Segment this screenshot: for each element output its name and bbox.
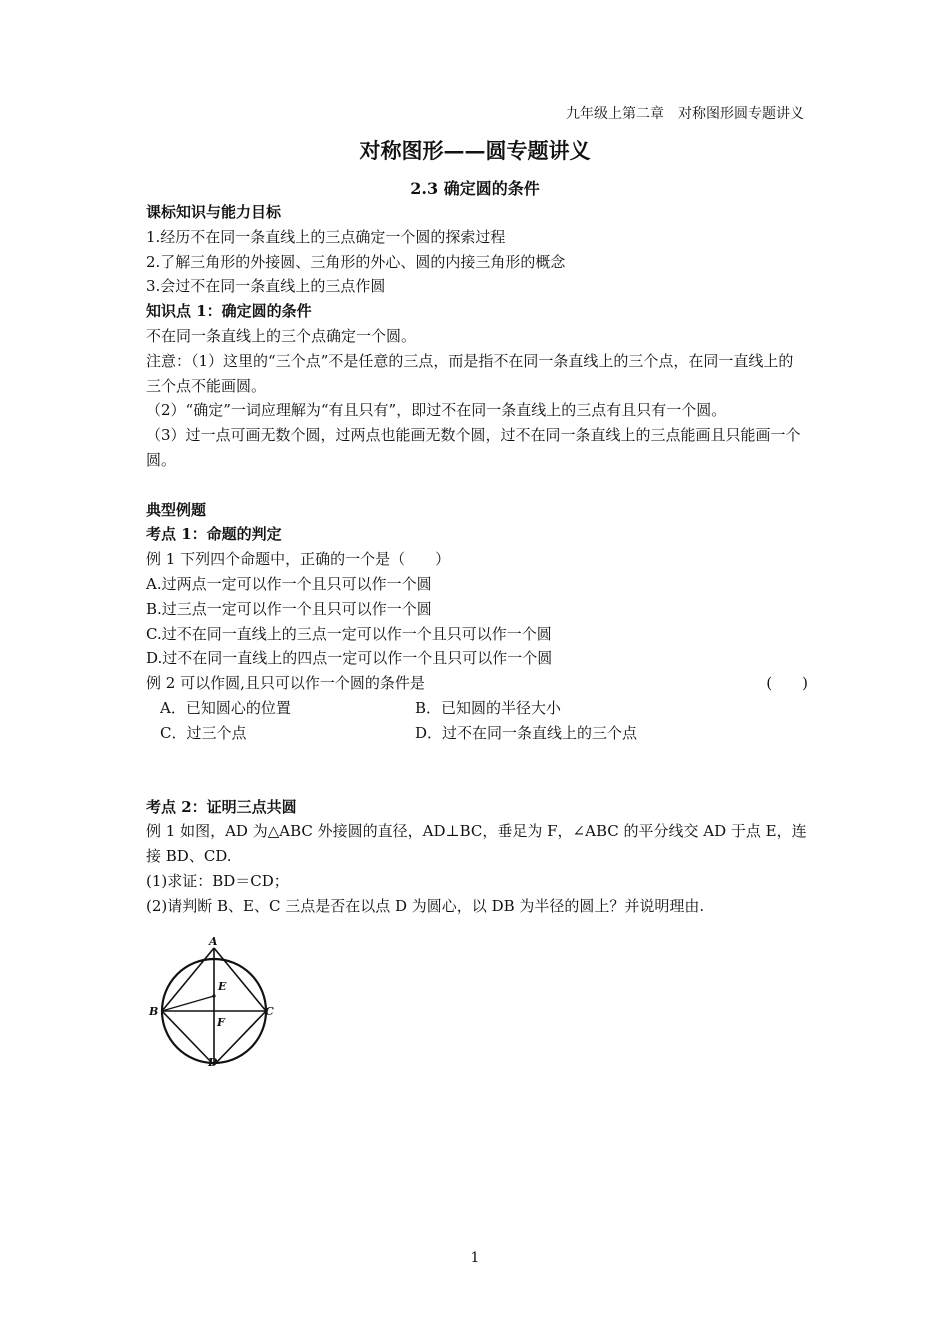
example2-option-d: D．过不在同一条直线上的三个点 — [415, 723, 638, 742]
document-title: 对称图形——圆专题讲义 — [359, 138, 591, 163]
example1-option-b: B.过三点一定可以作一个且只可以作一个圆 — [146, 599, 432, 618]
example1-option-a: A.过两点一定可以作一个且只可以作一个圆 — [146, 574, 432, 593]
objectives-heading: 课标知识与能力目标 — [146, 203, 282, 221]
bisector-be — [162, 996, 214, 1011]
section-title: 2.3 确定圆的条件 — [410, 179, 540, 198]
label-c: C — [265, 1005, 274, 1018]
label-b: B — [149, 1005, 159, 1018]
objective-item: 1.经历不在同一条直线上的三点确定一个圆的探索过程 — [146, 227, 506, 246]
example2-stem-row — [146, 671, 808, 696]
example2-option-a: A．已知圆心的位置 — [160, 698, 291, 717]
running-header: 九年级上第二章 对称图形圆专题讲义 — [566, 106, 804, 122]
segment-ab — [162, 948, 214, 1011]
document-body — [146, 200, 808, 919]
knowledge-note-2: （2）“确定”一词应理解为“有且只有”，即过不在同一条直线上的三点有且只有一个圆。 — [146, 401, 727, 420]
label-a: A — [209, 935, 218, 948]
example2-stem: 例 2 可以作圆,且只可以作一个圆的条件是 — [146, 674, 425, 693]
page-number: 1 — [470, 1250, 480, 1266]
objective-item: 3.会过不在同一条直线上的三点作圆 — [146, 277, 386, 296]
circle-diagram — [146, 935, 276, 1070]
example1-stem: 例 1 下列四个命题中，正确的一个是（ ） — [146, 550, 451, 569]
example2-options-row-2 — [146, 721, 808, 746]
knowledge-statement: 不在同一条直线上的三个点确定一个圆。 — [146, 326, 417, 345]
point2-question-1: (1)求证：BD＝CD； — [146, 871, 289, 890]
example1-option-d: D.过不在同一直线上的四点一定可以作一个且只可以作一个圆 — [146, 649, 553, 668]
examples-heading: 典型例题 — [146, 500, 207, 519]
point2-question-2: (2)请判断 B、E、C 三点是否在以点 D 为圆心，以 DB 为半径的圆上？并说明理由. — [146, 896, 705, 915]
example2-option-c: C．过三个点 — [160, 723, 247, 742]
label-d: D — [208, 1056, 218, 1069]
label-f: F — [217, 1016, 225, 1029]
example2-option-b: B．已知圆的半径大小 — [415, 698, 562, 717]
example2-answer-paren: ( ) — [766, 674, 808, 693]
knowledge-note-3: （3）过一点可画无数个圆，过两点也能画无数个圆，过不在同一条直线上的三点能画且只能画一个圆。 — [146, 426, 801, 469]
point2-stem: 例 1 如图，AD 为△ABC 外接圆的直径，AD⊥BC，垂足为 F，∠ABC 的平分线交 AD 于点 E，连接 BD、CD. — [146, 822, 807, 866]
knowledge-note-1: 注意：（1）这里的“三个点”不是任意的三点，而是指不在同一条直线上的三个点，在同一直线上的三个点不能画圆。 — [146, 351, 794, 395]
point-e-dot — [212, 994, 215, 997]
point2-heading: 考点 2：证明三点共圆 — [146, 797, 297, 816]
geometry-figure — [146, 935, 276, 1070]
label-e: E — [218, 980, 227, 993]
example2-options-row-1 — [146, 696, 808, 721]
example1-option-c: C.过不在同一直线上的三点一定可以作一个且只可以作一个圆 — [146, 624, 552, 643]
knowledge-heading: 知识点 1：确定圆的条件 — [146, 302, 312, 321]
objective-item: 2.了解三角形的外接圆、三角形的外心、圆的内接三角形的概念 — [146, 252, 566, 271]
point1-heading: 考点 1：命题的判定 — [146, 525, 282, 544]
